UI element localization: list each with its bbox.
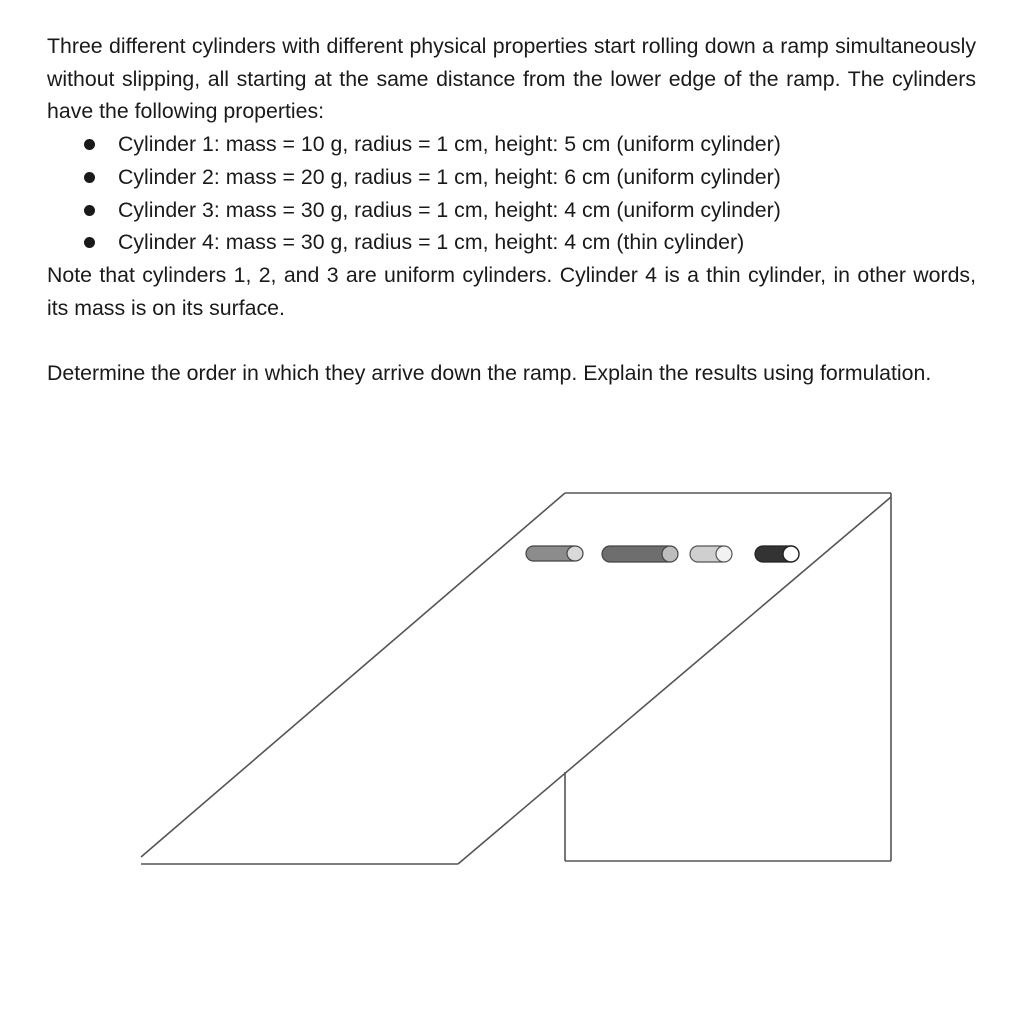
question-paragraph: Determine the order in which they arrive down the ramp. Explain the results using formulation.	[47, 361, 932, 386]
cylinder-4-end	[783, 546, 799, 562]
cylinder-4	[755, 546, 799, 562]
cylinder-2	[602, 546, 678, 562]
cylinder-3-properties: Cylinder 3: mass = 30 g, radius = 1 cm, height: 4 cm (uniform cylinder)	[118, 197, 781, 222]
cylinder-1-properties: Cylinder 1: mass = 10 g, radius = 1 cm, height: 5 cm (uniform cylinder)	[118, 132, 781, 157]
cylinder-1	[526, 546, 583, 561]
cylinder-3	[690, 546, 732, 562]
cylinder-2-properties: Cylinder 2: mass = 20 g, radius = 1 cm, height: 6 cm (uniform cylinder)	[118, 164, 781, 189]
cylinder-1-end	[567, 546, 583, 561]
cylinder-4-properties: Cylinder 4: mass = 30 g, radius = 1 cm, height: 4 cm (thin cylinder)	[118, 230, 745, 255]
ramp-front-slope-edge	[141, 493, 565, 857]
cylinder-2-end	[662, 546, 678, 562]
cylinder-3-end	[716, 546, 732, 562]
intro-paragraph: Three different cylinders with different physical properties start rolling down a ramp simultaneously without slipping, all starting at the same distance from the lower edge of the ramp. The cylinders have the following properties:	[47, 34, 976, 124]
note-paragraph: Note that cylinders 1, 2, and 3 are uniform cylinders. Cylinder 4 is a thin cylinder, in other words, its mass is on its surface.	[47, 262, 976, 320]
